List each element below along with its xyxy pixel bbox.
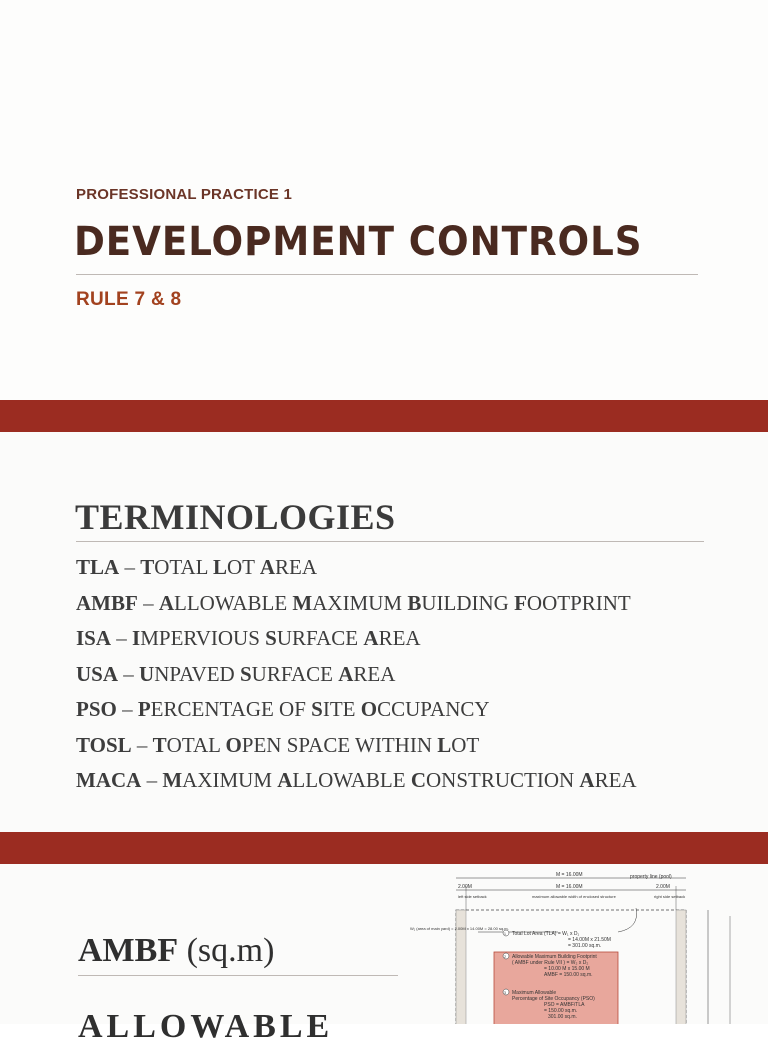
term-rest: OT — [451, 732, 480, 757]
term-rest: REA — [378, 626, 421, 650]
term-initial: I — [132, 626, 141, 650]
term-initial: L — [212, 555, 227, 579]
top-dimension-label: M = 16.00M — [556, 872, 583, 878]
term-initial: S — [265, 626, 277, 650]
term-initial: S — [311, 697, 323, 721]
mid-dimension-note: maximum allowable width of enclosed structure — [532, 894, 616, 899]
term-initial: T — [152, 732, 167, 757]
term-rest: REA — [275, 555, 318, 579]
term-abbreviation: TOSL — [76, 732, 132, 757]
term-rest: URFACE — [276, 626, 364, 650]
ambf-heading — [78, 932, 274, 970]
mid-dimension-label: M = 16.00M — [556, 884, 583, 890]
term-initial: C — [410, 768, 426, 792]
term-rest: OOTPRINT — [526, 590, 631, 615]
tla-line-1: Total Lot Area (TLA) = W₁ x D₁ — [512, 931, 580, 937]
term-abbreviation: USA — [76, 661, 119, 686]
term-rest: CCUPANCY — [377, 697, 490, 721]
course-label: PROFESSIONAL PRACTICE 1 — [76, 186, 293, 203]
leader-line — [618, 908, 637, 932]
term-rest: REA — [594, 768, 637, 792]
term-rest: MPERVIOUS — [140, 626, 266, 650]
ambf-line-3: = 10.00 M x 15.00 M — [544, 966, 590, 972]
term-initial: A — [363, 626, 379, 650]
term-rest: OTAL — [166, 732, 226, 757]
terminology-item: TLA – TOTAL LOT AREA — [76, 555, 318, 579]
right-setback-note: right side setback — [654, 894, 686, 899]
terminology-item: TOSL – TOTAL OPEN SPACE WITHIN LOT — [76, 732, 480, 757]
term-initial: M — [162, 768, 183, 792]
term-rest: OTAL — [154, 555, 213, 579]
term-initial: B — [407, 590, 422, 615]
term-definition — [138, 697, 490, 721]
term-definition — [140, 555, 317, 579]
tla-line-2: = 14.00M x 21.50M — [568, 937, 611, 943]
term-abbreviation: ISA — [76, 626, 112, 650]
terminology-item: USA – UNPAVED SURFACE AREA — [76, 661, 396, 686]
term-definition — [162, 768, 636, 792]
term-initial: P — [137, 697, 151, 721]
right-setback-area — [676, 910, 686, 1024]
right-setback-dim: 2.00M — [656, 884, 670, 890]
ambf-line-4: AMBF = 150.00 sq.m. — [544, 972, 593, 978]
marker-1: 1 — [504, 932, 506, 936]
term-definition — [159, 591, 631, 615]
term-initial: A — [158, 590, 174, 615]
left-setback-note: left side setback — [458, 894, 487, 899]
ambf-subheading: ALLOWABLE — [78, 1008, 334, 1045]
terminology-item: MACA – MAXIMUM ALLOWABLE CONSTRUCTION AREA — [76, 768, 637, 792]
term-initial: A — [277, 768, 293, 792]
term-rest: PEN SPACE WITHIN — [241, 732, 438, 757]
term-rest: URFACE — [251, 661, 339, 686]
terminology-item: ISA – IMPERVIOUS SURFACE AREA — [76, 626, 421, 650]
pso-line-5: 301.00 sq.m. — [548, 1014, 577, 1020]
slide-separator-band — [0, 400, 768, 432]
terminology-list — [76, 550, 637, 799]
term-rest: ERCENTAGE OF — [150, 697, 312, 721]
lot-diagram — [408, 868, 764, 1024]
ambf-heading-unit: (sq.m) — [178, 932, 275, 969]
term-initial: L — [437, 732, 452, 757]
terminology-item: AMBF – ALLOWABLE MAXIMUM BUILDING FOOTPRINT — [76, 590, 631, 615]
term-rest: LLOWABLE — [174, 590, 293, 615]
term-rest: AXIMUM — [182, 768, 278, 792]
left-setback-dim: 2.00M — [458, 884, 472, 890]
property-line-label: property line (pool) — [630, 874, 672, 880]
term-initial: S — [239, 661, 252, 686]
term-initial: A — [259, 555, 276, 579]
heading-divider — [76, 541, 704, 542]
term-rest: REA — [353, 661, 396, 686]
term-initial: O — [225, 732, 242, 757]
term-initial: F — [514, 590, 527, 615]
term-initial: A — [579, 768, 595, 792]
term-definition — [132, 626, 421, 650]
term-rest: ITE — [322, 697, 361, 721]
presentation-title: DEVELOPMENT CONTROLS — [74, 219, 643, 265]
term-definition — [153, 733, 480, 757]
term-rest: UILDING — [421, 590, 515, 615]
term-abbreviation: PSO — [76, 697, 117, 721]
terminology-item: PSO – PERCENTAGE OF SITE OCCUPANCY — [76, 697, 490, 721]
pso-line-1: Maximum Allowable — [512, 990, 557, 996]
marker-3: 3 — [504, 991, 506, 995]
term-rest: NPAVED — [154, 661, 240, 686]
term-rest: LLOWABLE — [292, 768, 411, 792]
term-initial: T — [140, 555, 155, 579]
term-abbreviation: MACA — [76, 768, 142, 792]
term-rest: OT — [227, 555, 260, 579]
pso-line-2: Percentage of Site Occupancy (PSO) — [512, 996, 595, 1002]
pso-line-3: PSO = AMBF/TLA — [544, 1002, 585, 1008]
term-rest: ONSTRUCTION — [426, 768, 580, 792]
term-abbreviation: AMBF — [76, 590, 138, 615]
term-initial: O — [360, 697, 378, 721]
slide-separator-band — [0, 832, 768, 864]
pso-line-4: = 150.00 sq.m. — [544, 1008, 578, 1014]
presentation-subtitle: RULE 7 & 8 — [76, 289, 182, 310]
left-area-note: W₁ (area of main yard) = 2.00M x 14.00M = 28.00 sq.m. — [410, 926, 509, 931]
ambf-heading-divider — [78, 975, 398, 976]
ambf-line-1: Allowable Maximum Building Footprint — [512, 954, 597, 960]
terminologies-heading: TERMINOLOGIES — [75, 497, 396, 537]
ambf-line-2: ( AMBF under Rule VII ) = W₂ x D₂ — [512, 960, 589, 966]
marker-2: 2 — [504, 955, 506, 959]
title-divider — [76, 274, 698, 275]
term-initial: M — [292, 590, 313, 615]
term-definition — [139, 662, 395, 686]
ambf-heading-abbr: AMBF — [78, 932, 179, 969]
term-rest: AXIMUM — [312, 590, 408, 615]
term-initial: A — [338, 661, 354, 686]
term-abbreviation: TLA — [76, 555, 120, 579]
term-initial: U — [139, 661, 155, 686]
tla-line-3: = 301.00 sq.m. — [568, 943, 602, 949]
